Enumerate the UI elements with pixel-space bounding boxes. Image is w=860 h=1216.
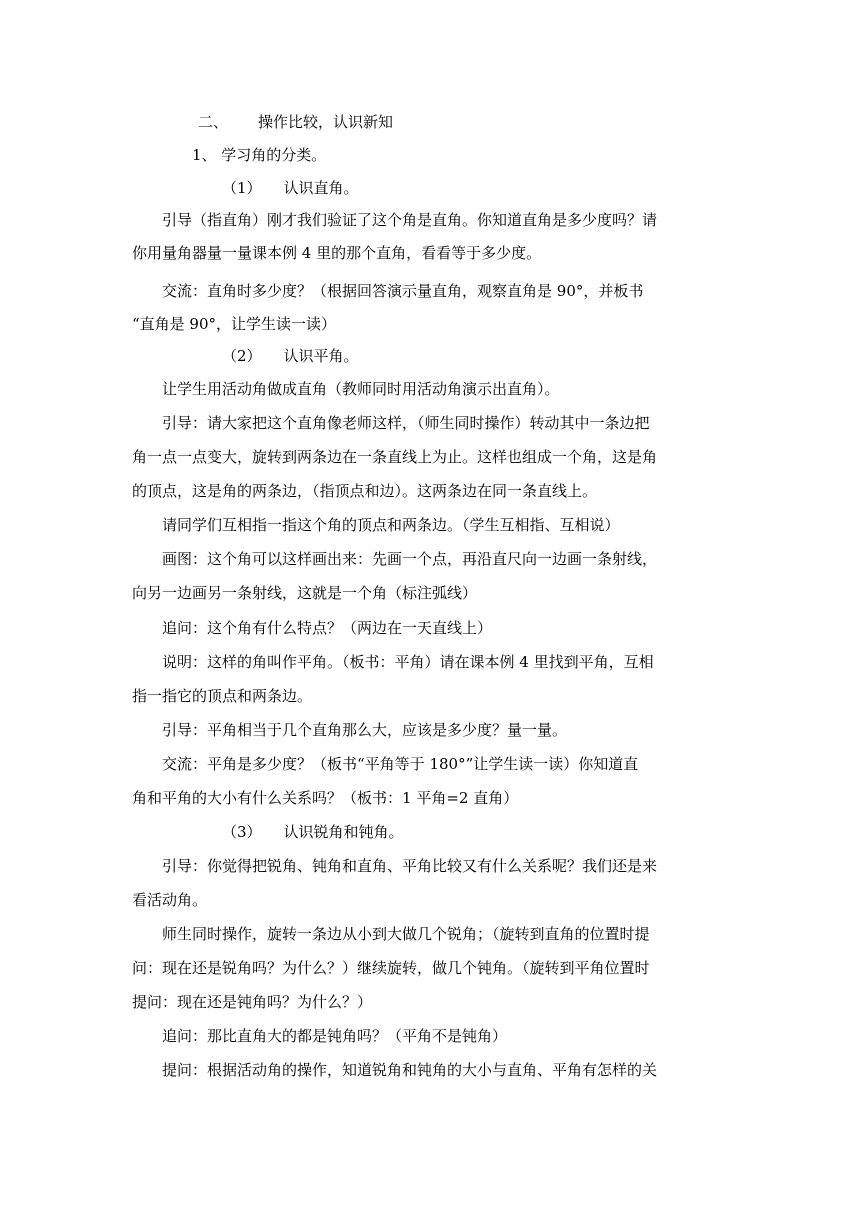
paragraph-line: 提问：现在还是钝角吗？为什么？） <box>132 993 373 1011</box>
section-heading <box>198 112 393 132</box>
paragraph-line: 追问：那比直角大的都是钝角吗？（平角不是钝角） <box>162 1027 508 1045</box>
paragraph-line: 角一点一点变大，旋转到两条边在一条直线上为止。这样也组成一个角，这是角 <box>132 448 658 466</box>
item-number: （2） <box>222 347 262 365</box>
paragraph-line: 引导：你觉得把锐角、钝角和直角、平角比较又有什么关系呢？我们还是来 <box>162 857 658 875</box>
section-heading-number: 二、 <box>198 113 229 131</box>
item-text: 认识锐角和钝角。 <box>283 823 404 841</box>
paragraph-line: 问：现在还是锐角吗？为什么？）继续旋转，做几个钝角。（旋转到平角位置时 <box>132 959 650 977</box>
item-text: 认识直角。 <box>283 179 359 197</box>
paragraph-line: 提问：根据活动角的操作，知道锐角和钝角的大小与直角、平角有怎样的关 <box>162 1061 658 1079</box>
paragraph-line: 引导：请大家把这个直角像老师这样，（师生同时操作）转动其中一条边把 <box>162 414 650 432</box>
paragraph-line: 交流：平角是多少度？（板书“平角等于 180°”让学生读一读）你知道直 <box>162 755 639 773</box>
paragraph-line: “直角是 90°，让学生读一读） <box>132 315 337 333</box>
paragraph-line: 师生同时操作，旋转一条边从小到大做几个锐角；（旋转到直角的位置时提 <box>162 925 650 943</box>
paragraph-line: 请同学们互相指一指这个角的顶点和两条边。（学生互相指、互相说） <box>162 516 620 534</box>
paragraph-line: 角和平角的大小有什么关系吗？（板书：1 平角=2 直角） <box>132 789 519 807</box>
paragraph-line: 引导：平角相当于几个直角那么大，应该是多少度？量一量。 <box>162 721 568 739</box>
paragraph-line: 向另一边画另一条射线，这就是一个角（标注弧线） <box>132 584 478 602</box>
paragraph-line: 交流：直角时多少度？（根据回答演示量直角，观察直角是 90°，并板书 <box>162 282 644 300</box>
paragraph-line: 追问：这个角有什么特点？（两边在一天直线上） <box>162 619 493 637</box>
paragraph-line: 的顶点，这是角的两条边，（指顶点和边）。这两条边在同一条直线上。 <box>132 482 598 500</box>
paragraph-line: 看活动角。 <box>132 891 208 909</box>
item-heading-straight-angle <box>222 346 359 366</box>
section-heading-text: 操作比较，认识新知 <box>258 113 394 131</box>
item-heading-acute-obtuse-angle <box>222 822 404 842</box>
subheading-learn-angle-classification: 1、 学习角的分类。 <box>192 146 327 164</box>
item-text: 认识平角。 <box>283 347 359 365</box>
item-heading-right-angle <box>222 178 359 198</box>
paragraph-line: 指一指它的顶点和两条边。 <box>132 687 313 705</box>
paragraph-line: 引导（指直角）刚才我们验证了这个角是直角。你知道直角是多少度吗？请 <box>162 211 658 229</box>
paragraph-line: 让学生用活动角做成直角（教师同时用活动角演示出直角）。 <box>162 380 560 398</box>
item-number: （1） <box>222 179 262 197</box>
paragraph-line: 你用量角器量一量课本例 4 里的那个直角，看看等于多少度。 <box>132 244 542 262</box>
paragraph-line: 说明：这样的角叫作平角。（板书：平角）请在课本例 4 里找到平角，互相 <box>162 653 654 671</box>
paragraph-line: 画图：这个角可以这样画出来：先画一个点，再沿直尺向一边画一条射线， <box>162 550 658 568</box>
item-number: （3） <box>222 823 262 841</box>
